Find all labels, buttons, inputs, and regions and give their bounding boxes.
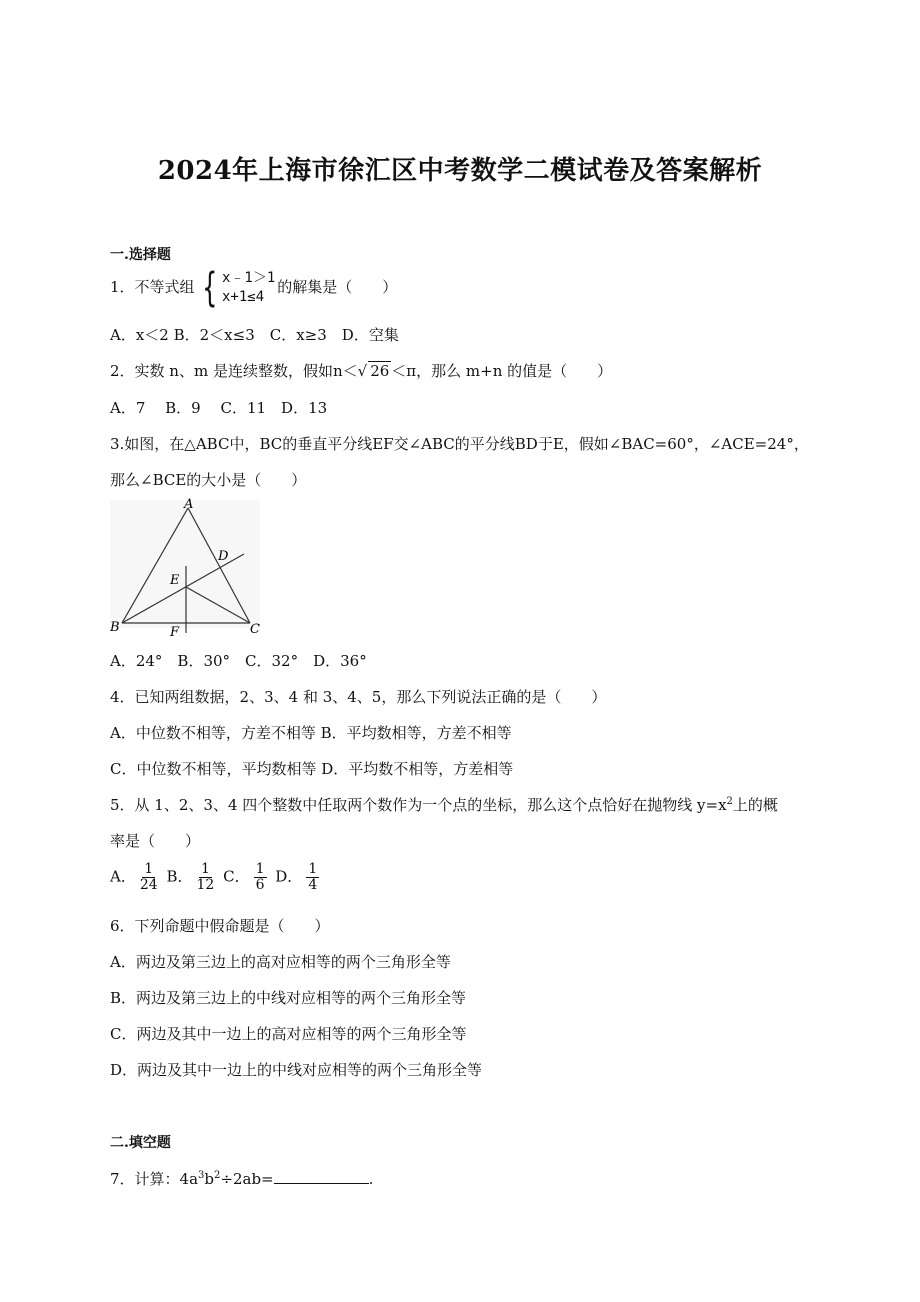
fraction-b-den: 12 [196, 877, 215, 893]
fraction-d-num: 1 [308, 861, 318, 877]
inequality-system [197, 265, 276, 311]
q7-mid: b [204, 1170, 215, 1188]
q5-opt-b: B． [166, 867, 193, 886]
figure-background [110, 500, 260, 628]
fraction-d [306, 862, 319, 893]
fraction-a [140, 862, 158, 893]
q4-options-ab: A．中位数不相等，方差不相等 B．平均数相等，方差不相等 [110, 724, 512, 742]
q5-line1-post: 上的概 [732, 796, 778, 814]
q7-sup1: 3 [198, 1170, 205, 1181]
q7-end: . [368, 1170, 374, 1188]
q3-options: A．24° B．30° C．32° D．36° [110, 652, 367, 670]
q5-line2: 率是（ ） [110, 832, 201, 850]
label-e: E [170, 573, 180, 588]
q6-option-c: C．两边及其中一边上的高对应相等的两个三角形全等 [110, 1025, 467, 1043]
triangle-figure [108, 498, 268, 638]
q1-options: A．x＜2 B．2＜x≤3 C．x≥3 D．空集 [110, 326, 399, 344]
question-1 [110, 265, 398, 311]
q4-stem: 4．已知两组数据，2、3、4 和 3、4、5，那么下列说法正确的是（ ） [110, 688, 607, 706]
label-c: C [250, 622, 260, 637]
section-fill-heading: 二.填空题 [110, 1135, 171, 1151]
q1-suffix: 的解集是（ ） [277, 278, 398, 296]
sqrt-sign-icon: √ [357, 362, 368, 380]
q7-post: ÷2ab= [220, 1170, 274, 1188]
page-title: 2024年上海市徐汇区中考数学二模试卷及答案解析 [157, 156, 763, 186]
q5-opt-a: A． [110, 867, 136, 886]
fraction-c-den: 6 [255, 877, 265, 893]
q2-options: A．7 B．9 C．11 D．13 [110, 399, 328, 417]
q6-option-d: D．两边及其中一边上的中线对应相等的两个三角形全等 [110, 1061, 483, 1079]
q2-suffix: ，那么 m+n 的值是（ ） [416, 362, 613, 380]
q2-radicand: 26 [370, 362, 390, 380]
q6-option-a: A．两边及第三边上的高对应相等的两个三角形全等 [110, 953, 451, 971]
label-b: B [110, 620, 120, 635]
q5-opt-c: C． [223, 867, 250, 886]
q2-prefix: 2．实数 n、m 是连续整数，假如 [110, 362, 333, 380]
fraction-b [196, 862, 214, 893]
q2-expr-left: n＜ [332, 362, 358, 380]
fraction-c [254, 862, 267, 893]
fraction-b-num: 1 [200, 861, 210, 877]
fraction-c-num: 1 [255, 861, 265, 877]
fraction-d-den: 4 [308, 877, 318, 893]
q7-sup2: 2 [214, 1170, 221, 1181]
fraction-a-num: 1 [144, 861, 154, 877]
section-choice-heading: 一.选择题 [110, 247, 171, 263]
answer-blank[interactable] [274, 1169, 369, 1184]
q1-prefix: 1．不等式组 [110, 278, 195, 296]
q3-stem-line2: 那么∠BCE的大小是（ ） [110, 471, 307, 489]
q5-line1-pre: 5．从 1、2、3、4 四个整数中任取两个数作为一个点的坐标，那么这个点恰好在抛物线 y=x [110, 796, 727, 814]
q6-stem: 6．下列命题中假命题是（ ） [110, 917, 330, 935]
q5-options [110, 862, 323, 893]
question-5 [110, 794, 778, 815]
q7-prefix: 7．计算：4a [110, 1170, 199, 1188]
label-d: D [218, 549, 229, 564]
brace-icon: { [201, 265, 217, 311]
q3-stem-line1: 3.如图，在△ABC中，BC的垂直平分线EF交∠ABC的平分线BD于E，假如∠BAC=60°，∠ACE=24°， [110, 435, 809, 453]
inequality-1: x﹣1＞1 [222, 270, 276, 286]
label-f: F [170, 625, 180, 638]
q5-opt-d: D． [275, 867, 303, 886]
q4-options-cd: C．中位数不相等，平均数相等 D．平均数不相等，方差相等 [110, 760, 514, 778]
question-2 [110, 360, 612, 381]
label-a: A [184, 498, 194, 512]
q5-exponent: 2 [726, 796, 733, 807]
q2-expr-right: ＜π [391, 362, 417, 380]
inequality-2: x+1≤4 [222, 289, 265, 305]
fraction-a-den: 24 [139, 877, 158, 893]
q6-option-b: B．两边及第三边上的中线对应相等的两个三角形全等 [110, 989, 467, 1007]
question-7 [110, 1168, 373, 1189]
